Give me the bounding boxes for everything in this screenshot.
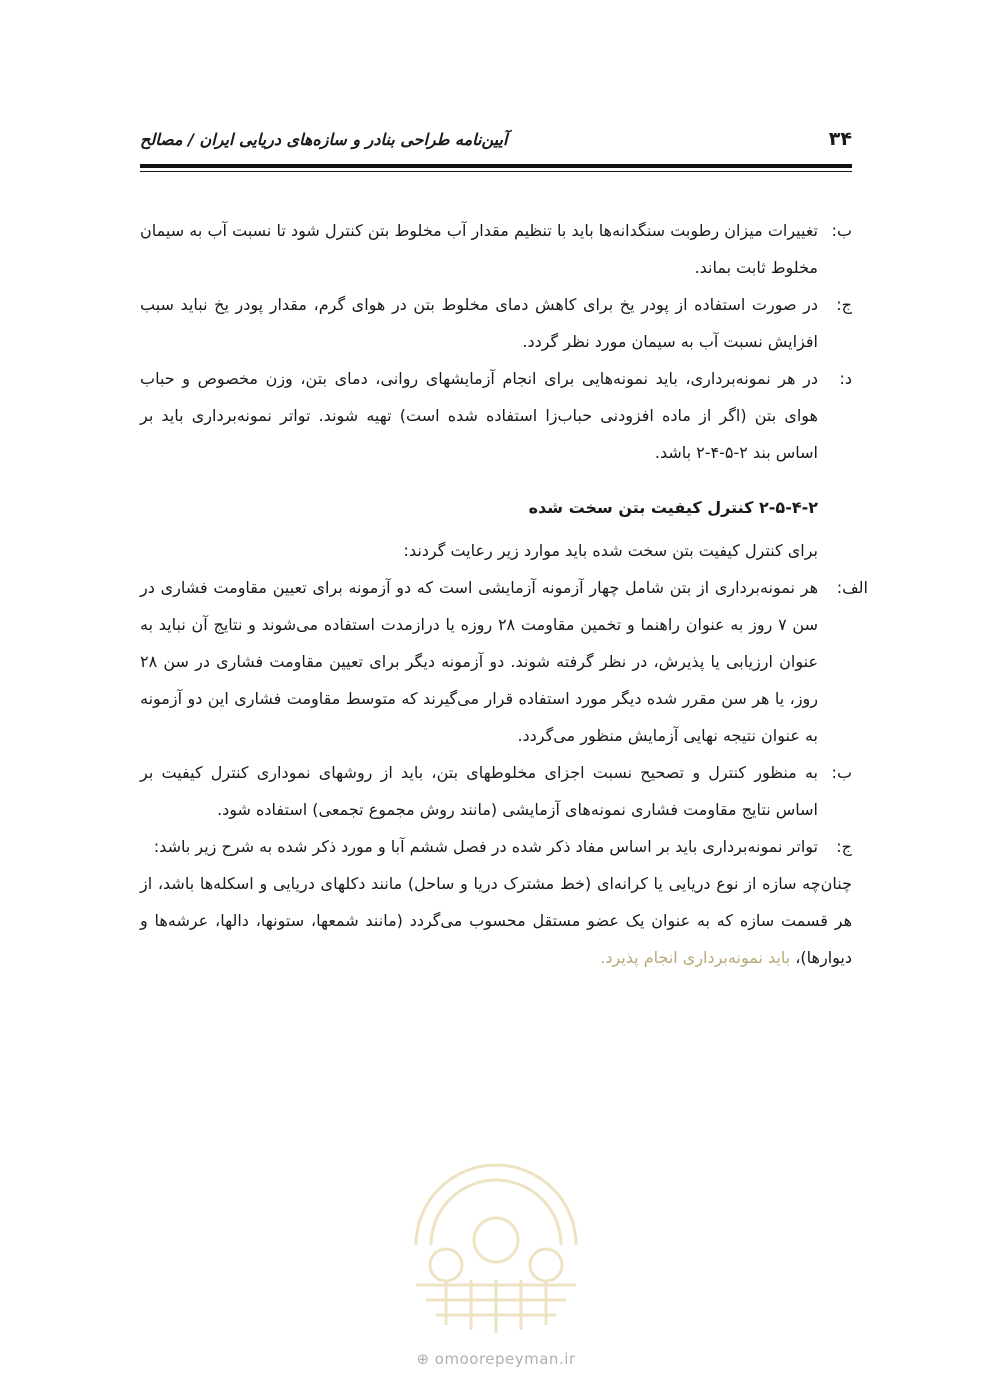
list-item xyxy=(140,754,852,828)
item-marker: ب: xyxy=(831,221,852,240)
page-header xyxy=(140,128,852,152)
item-marker: ب: xyxy=(831,763,852,782)
running-title: آیین‌نامه طراحی بنادر و سازه‌های دریایی ایران / مصالح xyxy=(140,130,508,149)
item-text: تغییرات میزان رطوبت سنگدانه‌ها باید با تنظیم مقدار آب مخلوط بتن کنترل شود تا نسبت آب به سیمان مخلوط ثابت بماند. xyxy=(140,221,818,277)
section-intro: برای کنترل کیفیت بتن سخت شده باید موارد زیر رعایت گردند: xyxy=(403,541,818,560)
list-item xyxy=(140,286,852,360)
watermark-site xyxy=(0,1350,992,1368)
header-rule-thin xyxy=(140,171,852,172)
header-rule-thick xyxy=(140,164,852,168)
page-number: ۳۴ xyxy=(828,128,852,150)
item-marker: الف: xyxy=(836,578,868,597)
watermark-seal-icon xyxy=(376,1135,616,1335)
watermark-site-text: omoorepeyman.ir xyxy=(434,1350,576,1368)
closing-text: چنان‌چه سازه از نوع دریایی یا کرانه‌ای (خط مشترک دریا و ساحل) مانند دکلهای دریایی و اسکله‌ها باشد، از هر قسمت سازه که به عنوان یک عضو مستقل محسوب می‌گردد (مانند شمعها، ستونها، دالها، عرشه‌ها و دیوارها)، xyxy=(140,874,852,967)
section-heading: ۲-۵-۴-۲ کنترل کیفیت بتن سخت شده xyxy=(528,498,818,517)
item-text: تواتر نمونه‌برداری باید بر اساس مفاد ذکر شده در فصل ششم آبا و مورد ذکر شده به شرح زیر باشد: xyxy=(153,837,818,856)
list-item xyxy=(140,212,852,286)
closing-paragraph xyxy=(140,865,852,976)
list-item xyxy=(140,360,852,471)
item-marker: د: xyxy=(839,369,852,388)
item-text: به منظور کنترل و تصحیح نسبت اجزای مخلوطهای بتن، باید از روشهای نموداری کنترل کیفیت بر اساس نتایج مقاومت فشاری نمونه‌های آزمایشی (مانند روش مجموع تجمعی) استفاده شود. xyxy=(140,763,818,819)
list-item xyxy=(140,569,868,754)
item-marker: ج: xyxy=(836,295,852,314)
item-marker: ج: xyxy=(836,837,852,856)
globe-icon: ⊕ xyxy=(416,1350,430,1368)
list-item xyxy=(140,828,852,865)
body-content xyxy=(140,212,868,976)
closing-faded-text: باید نمونه‌برداری انجام پذیرد. xyxy=(600,948,796,967)
item-text: هر نمونه‌برداری از بتن شامل چهار آزمونه آزمایشی است که دو آزمونه برای تعیین مقاومت فشاری در سن ۷ روز به عنوان راهنما و تخمین مقاومت ۲۸ روزه یا درازمدت استفاده می‌شوند و نتایج آن نباید به عنوان ارزیابی یا پذیرش، در نظر گرفته شوند. دو آزمونه دیگر برای تعیین مقاومت فشاری در سن ۲۸ روز، یا هر سن مقرر شده دیگر مورد استفاده قرار می‌گیرند که متوسط مقاومت فشاری این دو آزمونه به عنوان نتیجه نهایی آزمایش منظور می‌گردد. xyxy=(140,578,819,745)
item-text: در هر نمونه‌برداری، باید نمونه‌هایی برای انجام آزمایشهای روانی، دمای بتن، وزن مخصوص و حباب هوای بتن (اگر از ماده افزودنی حباب‌زا استفاده شده است) تهیه شوند. تواتر نمونه‌برداری باید بر اساس بند ۲-۵-۴-۲ باشد. xyxy=(140,369,818,462)
item-text: در صورت استفاده از پودر یخ برای کاهش دمای مخلوط بتن در هوای گرم، مقدار پودر یخ نباید سبب افزایش نسبت آب به سیمان مورد نظر گردد. xyxy=(140,295,818,351)
